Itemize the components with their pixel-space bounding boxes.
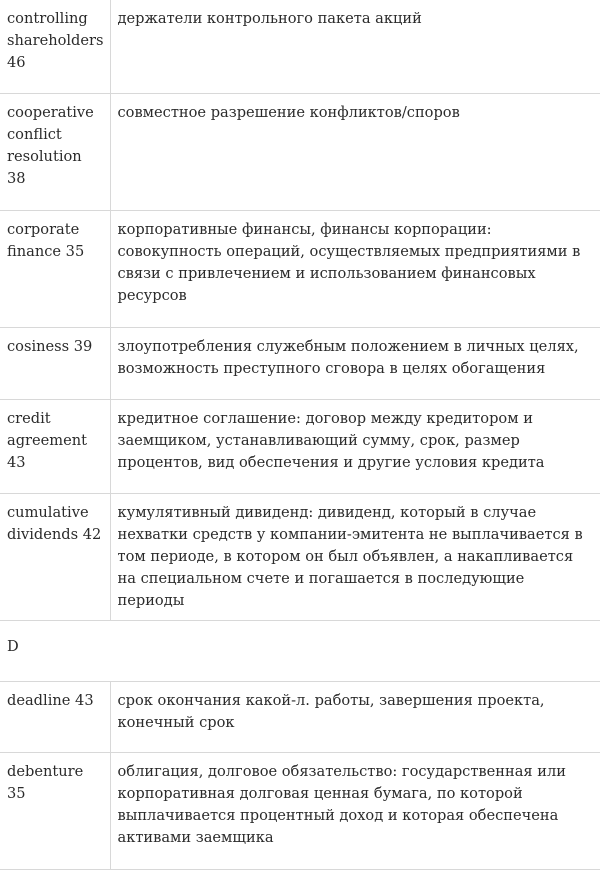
section-letter-row [0,621,600,682]
definition-cell: кредитное соглашение: договор между кредитором и заемщиком, устанавливающий сумму, срок, размер процентов, вид обеспечения и другие условия кредита [110,400,600,494]
definition-cell: срок окончания какой-л. работы, завершения проекта, конечный срок [110,682,600,753]
table-row [0,94,600,211]
table-row [0,211,600,328]
term-cell: credit agreement 43 [0,400,110,494]
term-cell: cosiness 39 [0,328,110,400]
table-row [0,400,600,494]
term-cell: corporate finance 35 [0,211,110,328]
term-cell: debenture 35 [0,753,110,870]
definition-cell: держатели контрольного пакета акций [110,0,600,94]
term-cell: deadline 43 [0,682,110,753]
term-cell: controlling shareholders 46 [0,0,110,94]
definition-cell: облигация, долговое обязательство: государственная или корпоративная долговая ценная бумага, по которой выплачивается процентный доход и которая обеспечена активами заемщика [110,753,600,870]
term-cell: cooperative conflict resolution 38 [0,94,110,211]
term-cell: cumulative dividends 42 [0,494,110,621]
definition-cell: корпоративные финансы, финансы корпорации: совокупность операций, осуществляемых предприятиями в связи с привлечением и использованием финансовых ресурсов [110,211,600,328]
table-row [0,0,600,94]
section-letter: D [0,621,600,682]
definition-cell: совместное разрешение конфликтов/споров [110,94,600,211]
table-row [0,494,600,621]
definition-cell: кумулятивный дивиденд: дивиденд, который в случае нехватки средств у компании-эмитента не выплачивается в том периоде, в котором он был объявлен, а накапливается на специальном счете и погашается в последующие периоды [110,494,600,621]
table-row [0,328,600,400]
table-row [0,682,600,753]
definition-cell: злоупотребления служебным положением в личных целях, возможность преступного сговора в целях обогащения [110,328,600,400]
table-row [0,753,600,870]
